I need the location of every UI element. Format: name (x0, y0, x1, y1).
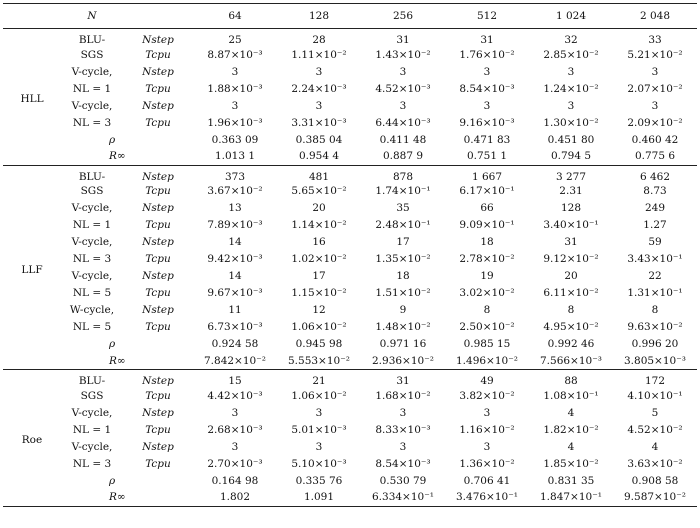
table-cell: 1.30×10⁻² (543, 116, 599, 129)
table-cell: 481 (308, 170, 330, 183)
table-cell: 4.95×10⁻² (543, 321, 599, 333)
table-cell: 1.013 1 (193, 148, 277, 165)
table-cell: 11 (228, 304, 242, 316)
table-cell: 1.27 (643, 219, 667, 231)
table-row (3, 148, 697, 165)
table-row (3, 319, 697, 336)
table-cell: 3 (483, 99, 491, 112)
table-cell: 3 277 (555, 170, 587, 183)
table-cell: 5.65×10⁻² (291, 185, 347, 197)
table-cell: 3 (483, 406, 491, 419)
variable-label: R∞ (123, 489, 193, 506)
table-cell: 8.54×10⁻³ (375, 457, 431, 470)
table-cell: 1.16×10⁻² (459, 423, 515, 436)
table-row (3, 404, 697, 421)
table-cell: 1.43×10⁻² (375, 48, 431, 61)
method-label: NL = 5 (72, 321, 112, 333)
header-col: 128 (277, 4, 361, 29)
table-cell: 3 (399, 99, 407, 112)
variable-label: Tcpu (145, 457, 171, 470)
table-cell: 4.10×10⁻¹ (627, 389, 683, 402)
table-cell: 6.73×10⁻³ (207, 321, 263, 333)
table-cell: 3.67×10⁻² (207, 185, 263, 197)
table-row (3, 438, 697, 455)
table-cell: 0.385 04 (295, 133, 343, 146)
table-row (3, 131, 697, 148)
table-row (3, 421, 697, 438)
header-col: 512 (445, 4, 529, 29)
table-row (3, 472, 697, 489)
method-label: NL = 3 (72, 457, 112, 470)
table-row (3, 97, 697, 114)
variable-label: Nstep (142, 34, 174, 46)
table-cell: 0.335 76 (295, 474, 343, 487)
method-label: V-cycle, (71, 440, 113, 453)
table-row (3, 114, 697, 131)
table-row (3, 251, 697, 268)
table-cell: 3.63×10⁻² (627, 457, 683, 470)
table-cell: 2.09×10⁻² (627, 116, 683, 129)
table-cell: 1.51×10⁻² (375, 287, 431, 299)
table-cell: 7.89×10⁻³ (207, 219, 263, 231)
variable-label: Nstep (142, 304, 174, 316)
variable-label: R∞ (123, 148, 193, 165)
table-cell: 3 (315, 65, 323, 78)
table-cell: 8 (651, 304, 659, 316)
table-cell: 6.334×10⁻¹ (361, 489, 445, 506)
table-cell: 20 (312, 202, 326, 214)
table-cell: 9.12×10⁻² (543, 253, 599, 265)
table-cell: 0.996 20 (631, 338, 679, 350)
variable-label: ρ (109, 133, 116, 146)
table-cell: 3 (399, 65, 407, 78)
table-row (3, 63, 697, 80)
table-cell: 1.31×10⁻¹ (627, 287, 683, 299)
table-cell: 1.496×10⁻² (445, 353, 529, 370)
table-cell: 15 (228, 375, 242, 387)
table-cell: 0.954 4 (277, 148, 361, 165)
table-cell: 33 (648, 34, 662, 46)
table-cell: 21 (312, 375, 326, 387)
table-cell: 373 (224, 170, 246, 183)
table-cell: 3 (315, 440, 323, 453)
table-cell: 2.68×10⁻³ (207, 423, 263, 436)
variable-label: ρ (109, 338, 116, 350)
table-cell: 6.11×10⁻² (543, 287, 599, 299)
table-cell: 2.70×10⁻³ (207, 457, 263, 470)
variable-label: Tcpu (145, 116, 171, 129)
method-label: NL = 1 (72, 82, 112, 95)
method-label: BLU- (78, 34, 106, 46)
table-cell: 1.96×10⁻³ (207, 116, 263, 129)
table-cell: 9.16×10⁻³ (459, 116, 515, 129)
table-cell: 3.02×10⁻² (459, 287, 515, 299)
table-cell: 9.587×10⁻² (613, 489, 697, 506)
variable-label: Tcpu (145, 389, 171, 402)
results-table (3, 3, 697, 507)
table-row (3, 165, 697, 183)
table-cell: 13 (228, 202, 242, 214)
table-cell: 3.43×10⁻¹ (627, 253, 683, 265)
table-cell: 0.924 58 (211, 338, 259, 350)
table-cell: 3 (399, 440, 407, 453)
table-cell: 22 (648, 270, 662, 282)
table-cell: 3.476×10⁻¹ (445, 489, 529, 506)
table-row (3, 285, 697, 302)
table-cell: 3 (315, 99, 323, 112)
table-cell: 1.85×10⁻² (543, 457, 599, 470)
table-cell: 5 (651, 406, 659, 419)
table-cell: 16 (312, 236, 326, 248)
table-cell: 14 (228, 270, 242, 282)
table-cell: 2.85×10⁻² (543, 48, 599, 61)
method-label: NL = 3 (72, 116, 112, 129)
table-cell: 17 (312, 270, 326, 282)
table-cell: 0.460 42 (631, 133, 679, 146)
table-cell: 1.88×10⁻³ (207, 82, 263, 95)
table-row (3, 302, 697, 319)
table-cell: 1.74×10⁻¹ (375, 185, 431, 197)
table-cell: 3.31×10⁻³ (291, 116, 347, 129)
table-row (3, 29, 697, 47)
table-cell: 31 (396, 34, 410, 46)
variable-label: Tcpu (145, 82, 171, 95)
table-cell: 3.40×10⁻¹ (543, 219, 599, 231)
table-cell: 1.76×10⁻² (459, 48, 515, 61)
table-cell: 3 (231, 65, 239, 78)
table-cell: 3 (231, 99, 239, 112)
table-cell: 1.14×10⁻² (291, 219, 347, 231)
method-label: V-cycle, (71, 202, 113, 214)
table-cell: 7.566×10⁻³ (529, 353, 613, 370)
variable-label: Nstep (142, 170, 174, 183)
method-label: SGS (80, 48, 104, 61)
table-cell: 9.67×10⁻³ (207, 287, 263, 299)
method-label: V-cycle, (71, 65, 113, 78)
table-cell: 8.73 (643, 185, 667, 197)
table-cell: 1 667 (471, 170, 503, 183)
table-cell: 8.33×10⁻³ (375, 423, 431, 436)
header-col: 256 (361, 4, 445, 29)
variable-label: Tcpu (145, 287, 171, 299)
table-cell: 6 462 (639, 170, 671, 183)
table-cell: 66 (480, 202, 494, 214)
table-cell: 2.50×10⁻² (459, 321, 515, 333)
variable-label: Tcpu (145, 321, 171, 333)
table-cell: 28 (312, 34, 326, 46)
table-cell: 3.805×10⁻³ (613, 353, 697, 370)
table-cell: 1.08×10⁻¹ (543, 389, 599, 402)
method-label: SGS (80, 389, 104, 402)
table-cell: 32 (564, 34, 578, 46)
table-cell: 0.908 58 (631, 474, 679, 487)
table-cell: 31 (480, 34, 494, 46)
header-col: 1 024 (529, 4, 613, 29)
table-cell: 1.68×10⁻² (375, 389, 431, 402)
variable-label: Nstep (142, 440, 174, 453)
table-cell: 4.52×10⁻³ (375, 82, 431, 95)
table-cell: 0.471 83 (463, 133, 511, 146)
variable-label: R∞ (123, 353, 193, 370)
table-cell: 128 (560, 202, 582, 214)
variable-label: Nstep (142, 406, 174, 419)
table-cell: 1.06×10⁻² (291, 389, 347, 402)
variable-label: Nstep (142, 375, 174, 387)
table-cell: 31 (564, 236, 578, 248)
variable-label: ρ (109, 474, 116, 487)
table-cell: 1.091 (277, 489, 361, 506)
table-row (3, 489, 697, 506)
table-cell: 1.02×10⁻² (291, 253, 347, 265)
table-cell: 8 (483, 304, 491, 316)
table-cell: 0.945 98 (295, 338, 343, 350)
table-cell: 0.706 41 (463, 474, 511, 487)
table-cell: 8 (567, 304, 575, 316)
table-cell: 4 (567, 406, 575, 419)
table-row (3, 336, 697, 353)
table-cell: 2.24×10⁻³ (291, 82, 347, 95)
table-cell: 878 (392, 170, 414, 183)
table-cell: 17 (396, 236, 410, 248)
table-row (3, 370, 697, 388)
table-cell: 1.36×10⁻² (459, 457, 515, 470)
header-row (3, 4, 697, 29)
table-row (3, 183, 697, 200)
table-cell: 2.31 (559, 185, 583, 197)
table-cell: 88 (564, 375, 578, 387)
table-cell: 8.54×10⁻³ (459, 82, 515, 95)
variable-label: Tcpu (145, 48, 171, 61)
method-label: W-cycle, (69, 304, 115, 316)
header-empty-2 (123, 4, 193, 29)
table-cell: 3 (483, 65, 491, 78)
table-cell: 9.42×10⁻³ (207, 253, 263, 265)
variable-label: Nstep (142, 270, 174, 282)
table-cell: 6.17×10⁻¹ (459, 185, 515, 197)
table-cell: 3 (567, 99, 575, 112)
table-cell: 8.87×10⁻³ (207, 48, 263, 61)
table-cell: 0.411 48 (379, 133, 427, 146)
table-cell: 4 (651, 440, 659, 453)
table-cell: 1.24×10⁻² (543, 82, 599, 95)
table-cell: 0.751 1 (445, 148, 529, 165)
table-row (3, 455, 697, 472)
group-label: HLL (3, 29, 61, 166)
table-cell: 3.82×10⁻² (459, 389, 515, 402)
table-cell: 1.15×10⁻² (291, 287, 347, 299)
table-cell: 18 (396, 270, 410, 282)
variable-label: Nstep (142, 99, 174, 112)
table-cell: 3 (231, 406, 239, 419)
table-cell: 12 (312, 304, 326, 316)
table-cell: 5.21×10⁻² (627, 48, 683, 61)
method-label: V-cycle, (71, 99, 113, 112)
header-col: 2 048 (613, 4, 697, 29)
table-cell: 1.802 (193, 489, 277, 506)
table-row (3, 353, 697, 370)
table-cell: 0.794 5 (529, 148, 613, 165)
table-cell: 9.63×10⁻² (627, 321, 683, 333)
table-cell: 3 (567, 65, 575, 78)
table-cell: 2.936×10⁻² (361, 353, 445, 370)
table-cell: 5.01×10⁻³ (291, 423, 347, 436)
method-label: NL = 1 (72, 423, 112, 436)
variable-label: Tcpu (145, 423, 171, 436)
table-cell: 20 (564, 270, 578, 282)
table-cell: 5.553×10⁻² (277, 353, 361, 370)
table-cell: 3 (315, 406, 323, 419)
table-cell: 0.363 09 (211, 133, 259, 146)
table-cell: 2.48×10⁻¹ (375, 219, 431, 231)
header-col: 64 (193, 4, 277, 29)
variable-label: Tcpu (145, 219, 171, 231)
variable-label: Nstep (142, 65, 174, 78)
method-label: NL = 5 (72, 287, 112, 299)
table-cell: 249 (644, 202, 666, 214)
table-cell: 4.52×10⁻² (627, 423, 683, 436)
variable-label: Tcpu (145, 253, 171, 265)
method-label: V-cycle, (71, 270, 113, 282)
table-cell: 0.831 35 (547, 474, 595, 487)
table-cell: 25 (228, 34, 242, 46)
table-row (3, 46, 697, 63)
table-cell: 0.887 9 (361, 148, 445, 165)
method-label: NL = 3 (72, 253, 112, 265)
table-cell: 172 (644, 375, 666, 387)
header-n-label: N (61, 4, 123, 29)
method-label: V-cycle, (71, 236, 113, 248)
table-cell: 4.42×10⁻³ (207, 389, 263, 402)
group-label: LLF (3, 165, 61, 370)
table-cell: 0.775 6 (613, 148, 697, 165)
table-cell: 3 (231, 440, 239, 453)
table-cell: 19 (480, 270, 494, 282)
variable-label: Tcpu (145, 185, 171, 197)
table-row (3, 234, 697, 251)
variable-label: Nstep (142, 236, 174, 248)
group-label: Roe (3, 370, 61, 507)
table-cell: 35 (396, 202, 410, 214)
table-row (3, 268, 697, 285)
table-cell: 0.985 15 (463, 338, 511, 350)
table-cell: 49 (480, 375, 494, 387)
table-cell: 1.847×10⁻¹ (529, 489, 613, 506)
table-cell: 14 (228, 236, 242, 248)
table-cell: 2.07×10⁻² (627, 82, 683, 95)
table-cell: 3 (651, 99, 659, 112)
header-empty (3, 4, 61, 29)
table-cell: 6.44×10⁻³ (375, 116, 431, 129)
table-body (3, 29, 697, 507)
table-row (3, 217, 697, 234)
table-cell: 1.82×10⁻² (543, 423, 599, 436)
table-cell: 1.11×10⁻² (291, 48, 347, 61)
table-cell: 0.992 46 (547, 338, 595, 350)
method-label: V-cycle, (71, 406, 113, 419)
table-cell: 31 (396, 375, 410, 387)
table-cell: 1.06×10⁻² (291, 321, 347, 333)
table-cell: 59 (648, 236, 662, 248)
table-cell: 0.164 98 (211, 474, 259, 487)
table-row (3, 200, 697, 217)
table-cell: 4 (567, 440, 575, 453)
table-row (3, 80, 697, 97)
method-label: SGS (80, 185, 104, 197)
table-cell: 3 (483, 440, 491, 453)
table-cell: 0.971 16 (379, 338, 427, 350)
table-cell: 1.48×10⁻² (375, 321, 431, 333)
variable-label: Nstep (142, 202, 174, 214)
table-cell: 18 (480, 236, 494, 248)
table-cell: 2.78×10⁻² (459, 253, 515, 265)
table-cell: 3 (651, 65, 659, 78)
table-cell: 7.842×10⁻² (193, 353, 277, 370)
table-cell: 5.10×10⁻³ (291, 457, 347, 470)
method-label: BLU- (78, 170, 106, 183)
table-cell: 9.09×10⁻¹ (459, 219, 515, 231)
table-cell: 1.35×10⁻² (375, 253, 431, 265)
table-cell: 9 (399, 304, 407, 316)
table-cell: 3 (399, 406, 407, 419)
method-label: NL = 1 (72, 219, 112, 231)
table-cell: 0.451 80 (547, 133, 595, 146)
table-row (3, 387, 697, 404)
method-label: BLU- (78, 375, 106, 387)
table-cell: 0.530 79 (379, 474, 427, 487)
